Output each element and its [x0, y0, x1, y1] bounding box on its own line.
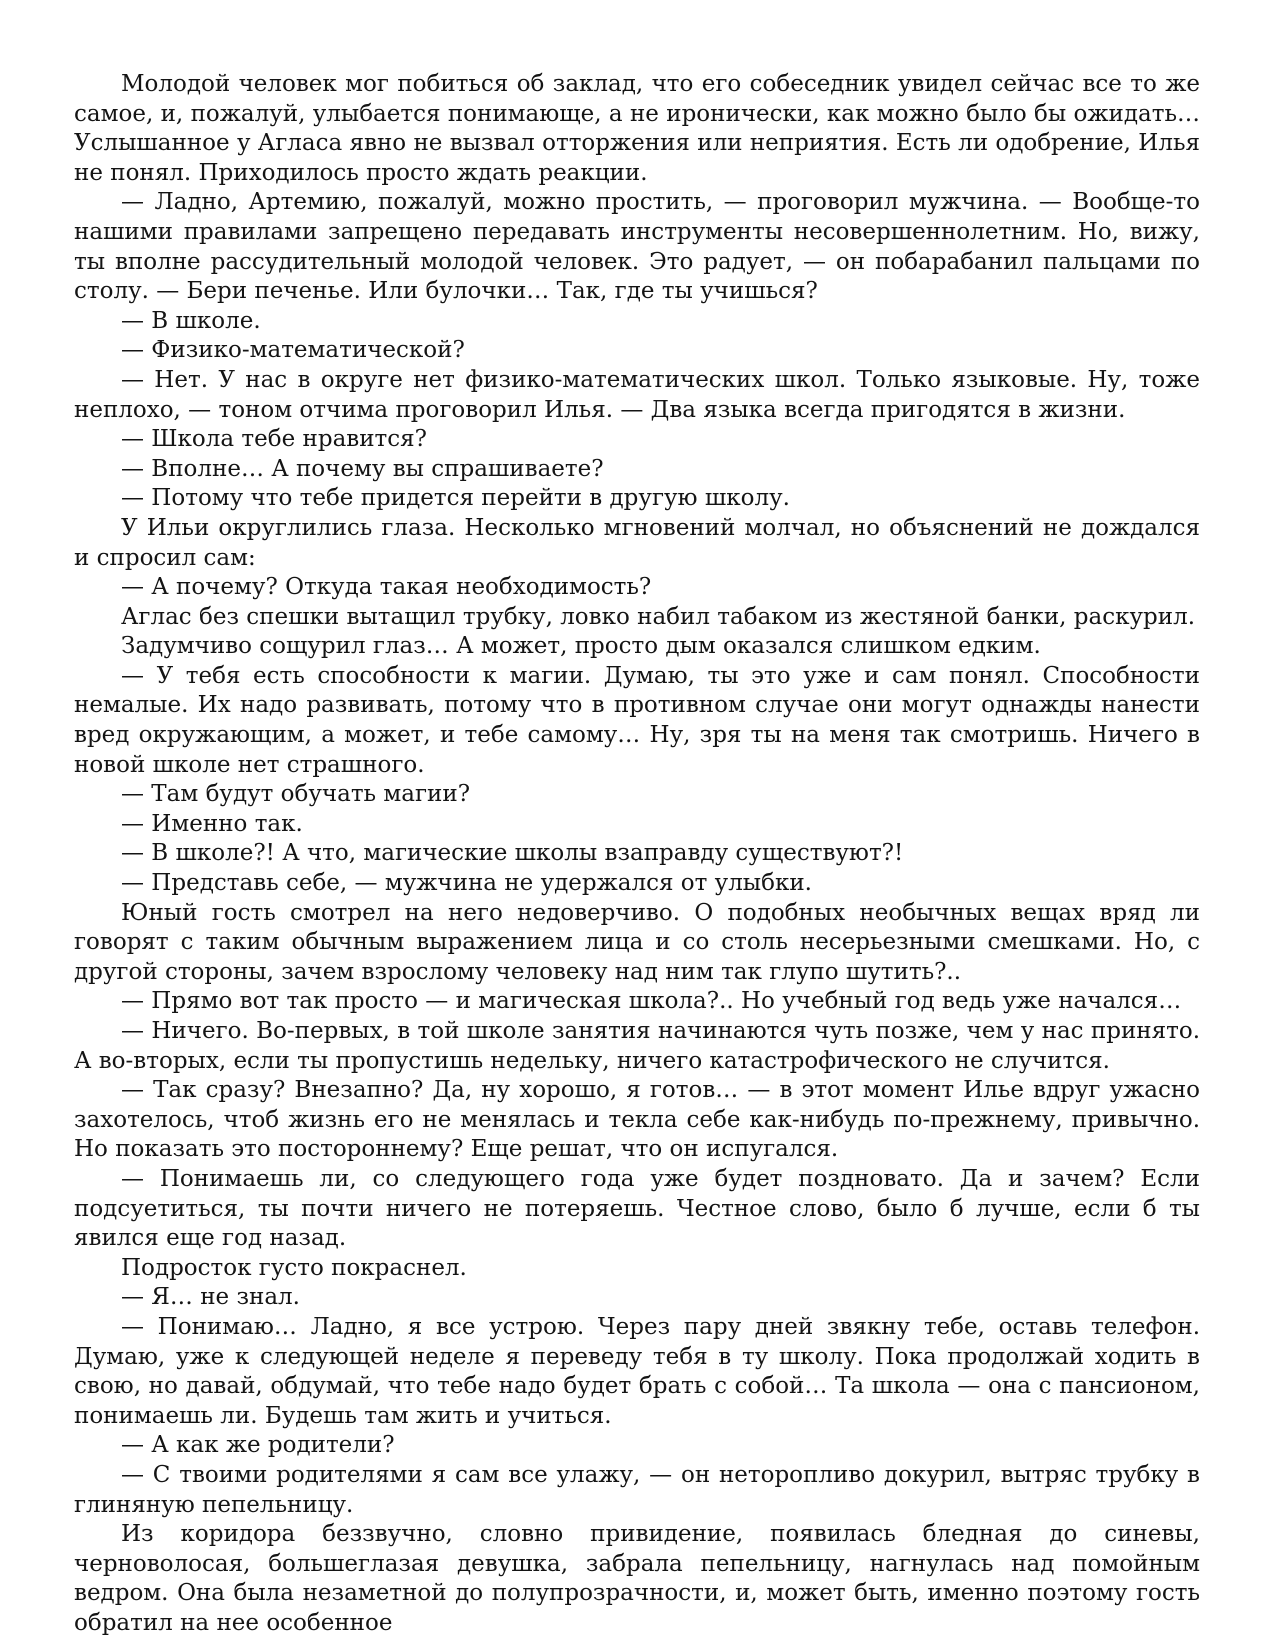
paragraph: Подросток густо покраснел. — [121, 1254, 467, 1281]
paragraph: Юный гость смотрел на него недоверчиво. О подобных необычных вещах вряд ли говорят с таким обычным выражением лица и со столь несерьезными смешками. Но, с другой стороны, зачем взрослому человеку над ним так глупо шутить?.. — [74, 899, 1200, 985]
paragraph: — Понимаю… Ладно, я все устрою. Через пару дней звякну тебе, оставь телефон. Думаю, уже к следующей неделе я переведу тебя в ту школу. Пока продолжай ходить в свою, но давай, обдумай, что тебе надо будет брать с собой… Та школа — она с пансионом, понимаешь ли. Будешь там жить и учиться. — [74, 1313, 1200, 1429]
paragraph: — Нет. У нас в округе нет физико-математических школ. Только языковые. Ну, тоже неплохо, — тоном отчима проговорил Илья. — Два языка всегда пригодятся в жизни. — [74, 366, 1200, 423]
paragraph: — А как же родители? — [121, 1432, 395, 1459]
paragraph: — Так сразу? Внезапно? Да, ну хорошо, я готов… — в этот момент Илье вдруг ужасно захотелось, чтоб жизнь его не менялась и текла себе как-нибудь по-прежнему, привычно. Но показать это постороннему? Еще решат, что он испугался. — [74, 1077, 1200, 1163]
paragraph: — Представь себе, — мужчина не удержался от улыбки. — [121, 870, 812, 897]
paragraph: Задумчиво сощурил глаз… А может, просто дым оказался слишком едким. — [121, 633, 1041, 660]
paragraph: — У тебя есть способности к магии. Думаю, ты это уже и сам понял. Способности немалые. Их надо развивать, потому что в противном случае они могут однажды нанести вред окружающим, а может, и тебе самому… Ну, зря ты на меня так смотришь. Ничего в новой школе нет страшного. — [74, 662, 1200, 778]
paragraph: — Понимаешь ли, со следующего года уже будет поздновато. Да и зачем? Если подсуетиться, ты почти ничего не потеряешь. Честное слово, было б лучше, если б ты явился еще год назад. — [74, 1165, 1200, 1252]
paragraph: — Вполне… А почему вы спрашиваете? — [121, 455, 604, 482]
paragraph: У Ильи округлились глаза. Несколько мгновений молчал, но объяснений не дождался и спросил сам: — [74, 514, 1200, 571]
paragraph: — А почему? Откуда такая необходимость? — [121, 574, 652, 601]
paragraph: — Ничего. Во-первых, в той школе занятия начинаются чуть позже, чем у нас принято. А во-вторых, если ты пропустишь недельку, ничего катастрофического не случится. — [74, 1018, 1200, 1074]
paragraph: — Я… не знал. — [121, 1284, 300, 1311]
paragraph: — С твоими родителями я сам все улажу, — он неторопливо докурил, вытряс трубку в глиняную пепельницу. — [74, 1461, 1200, 1518]
page-text — [74, 70, 1200, 1638]
paragraph: — В школе. — [121, 307, 261, 334]
paragraph: — Ладно, Артемию, пожалуй, можно простить, — проговорил мужчина. — Вообще-то нашими правилами запрещено передавать инструменты несовершеннолетним. Но, вижу, ты вполне рассудительный молодой человек. Это радует, — он побарабанил пальцами по столу. — Бери печенье. Или булочки… Так, где ты учишься? — [74, 189, 1200, 305]
paragraph: Из коридора беззвучно, словно привидение, появилась бледная до синевы, черноволосая, большеглазая девушка, забрала пепельницу, нагнулась над помойным ведром. Она была незаметной до полупрозрачности, и, может быть, именно поэтому гость обратил на нее особенное — [74, 1521, 1200, 1636]
paragraph: Молодой человек мог побиться об заклад, что его собеседник увидел сейчас все то же самое, и, пожалуй, улыбается понимающе, а не иронически, как можно было бы ожидать… Услышанное у Агласа явно не вызвал отторжения или неприятия. Есть ли одобрение, Илья не понял. Приходилось просто ждать реакции. — [74, 71, 1200, 186]
paragraph: — Потому что тебе придется перейти в другую школу. — [121, 485, 790, 512]
paragraph: Аглас без спешки вытащил трубку, ловко набил табаком из жестяной банки, раскурил. — [121, 603, 1196, 630]
paragraph: — Физико-математической? — [121, 337, 465, 364]
paragraph: — Именно так. — [121, 810, 303, 837]
paragraph: — Школа тебе нравится? — [121, 426, 428, 453]
paragraph: — Прямо вот так просто — и магическая школа?.. Но учебный год ведь уже начался… — [121, 988, 1182, 1015]
paragraph: — Там будут обучать магии? — [121, 781, 471, 808]
paragraph: — В школе?! А что, магические школы взаправду существуют?! — [121, 840, 904, 867]
